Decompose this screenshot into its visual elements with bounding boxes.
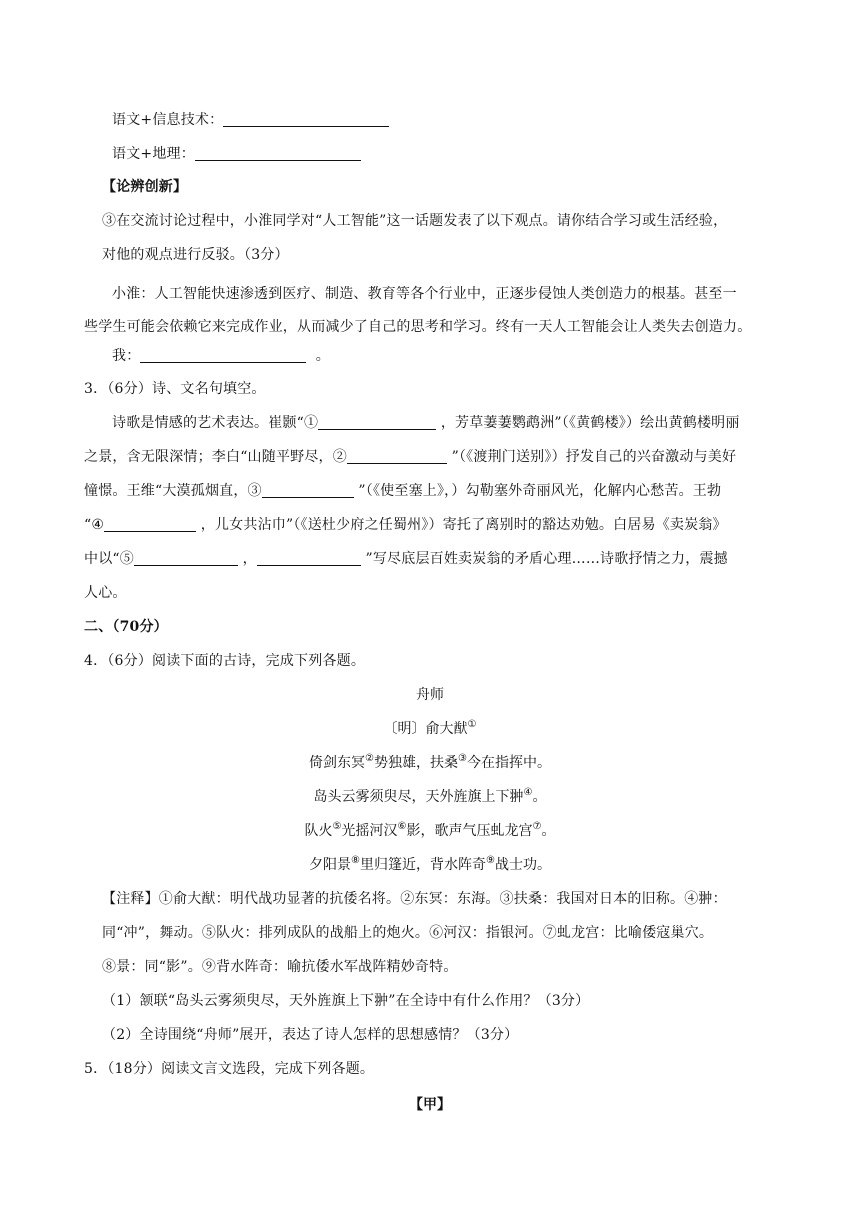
poem-line-3-d: 。 xyxy=(541,823,556,839)
section-2-header: 二、（70分） xyxy=(84,619,168,635)
poem-line-2 xyxy=(0,787,860,807)
poem-line-3 xyxy=(0,821,860,841)
q3-line-3-text-b: ”（《使至塞上》，）勾勒塞外奇丽风光，化解内心愁苦。王勃 xyxy=(358,483,722,499)
poem-line-4-c: 战士功。 xyxy=(494,857,551,873)
note-mark-5: ⑤ xyxy=(332,821,342,832)
note-mark-2: ② xyxy=(365,753,374,764)
author-note-mark: ① xyxy=(467,719,477,730)
poem-line-4-a: 夕阳景 xyxy=(309,857,352,873)
q3-line-5-text-b: ， xyxy=(242,551,257,567)
section-argue: 【论辨创新】 xyxy=(102,179,188,195)
q3-prompt-line-1: ③在交流讨论过程中，小淮同学对“人工智能”这一话题发表了以下观点。请你结合学习或生活经验， xyxy=(102,213,728,229)
passage-jia-label: 【甲】 xyxy=(409,1097,451,1113)
xiaohuai-line-1: 小淮：人工智能快速渗透到医疗、制造、教育等各个行业中，正逐步侵蚀人类创造力的根基。甚至一 xyxy=(112,286,737,302)
q4-header: 4．（6分）阅读下面的古诗，完成下列各题。 xyxy=(84,653,366,669)
poem-line-1 xyxy=(0,753,860,773)
xiaohuai-line-2: 些学生可能会依赖它来完成作业，从而减少了自己的思考和学习。终有一天人工智能会让人类失去创造力。 xyxy=(84,319,752,335)
fill-blank-5b[interactable] xyxy=(257,551,361,566)
poem-line-2-a: 岛头云雾须臾尽，天外旌旗上下翀 xyxy=(313,789,524,805)
notes-line-1: 【注释】①俞大猷：明代战功显著的抗倭名将。②东冥：东海。③扶桑：我国对日本的旧称。④翀： xyxy=(102,891,727,907)
poem-line-3-b: 光摇河汉 xyxy=(341,823,398,839)
answer-blank-rebuttal[interactable] xyxy=(140,348,306,363)
poem-line-1-a: 倚剑东冥 xyxy=(309,755,366,771)
note-mark-4: ④ xyxy=(523,787,533,798)
fill-blank-1[interactable] xyxy=(318,415,436,430)
poem-line-3-a: 队火 xyxy=(304,823,333,839)
subject-geo-label: 语文+地理： xyxy=(112,146,195,162)
note-mark-6: ⑥ xyxy=(397,821,407,832)
q3-prompt-line-2: 对他的观点进行反驳。（3分） xyxy=(102,247,289,263)
q3-line-2-text-a: 之景，含无限深情；李白“山随平野尽，② xyxy=(84,449,347,465)
q3-line-5-text-c: ”写尽底层百姓卖炭翁的矛盾心理……诗歌抒情之力，震撼 xyxy=(365,551,728,567)
poem-line-4 xyxy=(0,855,860,875)
poem-line-4-b: 里归篷近，背水阵奇 xyxy=(360,857,486,873)
answer-blank-it[interactable] xyxy=(223,112,389,127)
me-end: 。 xyxy=(315,348,330,364)
subject-geo-line xyxy=(112,144,361,164)
note-mark-7: ⑦ xyxy=(532,821,542,832)
note-mark-9: ⑨ xyxy=(486,855,495,866)
poem-line-1-b: 势独雄，扶桑 xyxy=(374,755,458,771)
q3-line-2-text-b: ”（《渡荆门送别》）抒发自己的兴奋激动与美好 xyxy=(451,449,737,465)
poem-author-name: 〔明〕俞大猷 xyxy=(383,721,468,737)
poem-title: 舟师 xyxy=(416,687,444,703)
q4-sub-question-2: （2）全诗围绕“舟师”展开，表达了诗人怎样的思想感情？（3分） xyxy=(102,1027,519,1043)
q4-sub-question-1: （1）颔联“岛头云雾须臾尽，天外旌旗上下翀”在全诗中有什么作用？（3分） xyxy=(102,993,590,1009)
q3-line-4-text-a: “④ xyxy=(84,517,105,533)
q3-line-4 xyxy=(84,515,727,535)
q3-line-1-text-b: ，芳草萋萋鹦鹉洲”（《黄鹤楼》）绘出黄鹤楼明丽 xyxy=(440,415,740,431)
fill-blank-3[interactable] xyxy=(262,483,354,498)
poem-line-2-b: 。 xyxy=(532,789,547,805)
poem-author xyxy=(0,719,860,739)
notes-line-3: ⑧景：同“影”。⑨背水阵奇：喻抗倭水军战阵精妙奇特。 xyxy=(102,959,458,975)
notes-line-2: 同“冲”，舞动。⑤队火：排列成队的战船上的炮火。⑥河汉：指银河。⑦虬龙宫：比喻倭寇巢穴。 xyxy=(102,925,714,941)
fill-blank-2[interactable] xyxy=(347,449,447,464)
q3-line-1-text-a: 诗歌是情感的艺术表达。崔颢“① xyxy=(112,415,319,431)
fill-blank-4[interactable] xyxy=(104,517,196,532)
q3-line-4-text-b: ，儿女共沾巾”（《送杜少府之任蜀州》）寄托了离别时的豁达劝勉。白居易《卖炭翁》 xyxy=(200,517,727,533)
me-answer-line xyxy=(112,346,330,366)
poem-line-1-c: 今在指挥中。 xyxy=(466,755,551,771)
subject-it-label: 语文+信息技术： xyxy=(112,112,224,128)
me-label: 我： xyxy=(112,348,141,364)
q3-header: 3．（6分）诗、文名句填空。 xyxy=(84,381,266,397)
poem-line-3-c: 影，歌声气压虬龙宫 xyxy=(406,823,533,839)
note-mark-8: ⑧ xyxy=(351,855,360,866)
q3-line-3-text-a: 憧憬。王维“大漠孤烟直，③ xyxy=(84,483,262,499)
q3-line-5-text-a: 中以“⑤ xyxy=(84,551,134,567)
q3-line-5 xyxy=(84,549,728,569)
q3-line-3 xyxy=(84,481,721,501)
note-mark-3: ③ xyxy=(458,753,467,764)
q3-line-1 xyxy=(112,413,740,433)
q5-header: 5．（18分）阅读文言文选段，完成下列各题。 xyxy=(84,1061,375,1077)
q3-line-2 xyxy=(84,447,736,467)
q3-line-6: 人心。 xyxy=(84,585,127,601)
fill-blank-5a[interactable] xyxy=(134,551,238,566)
answer-blank-geo[interactable] xyxy=(195,146,361,161)
subject-it-line xyxy=(112,110,389,130)
